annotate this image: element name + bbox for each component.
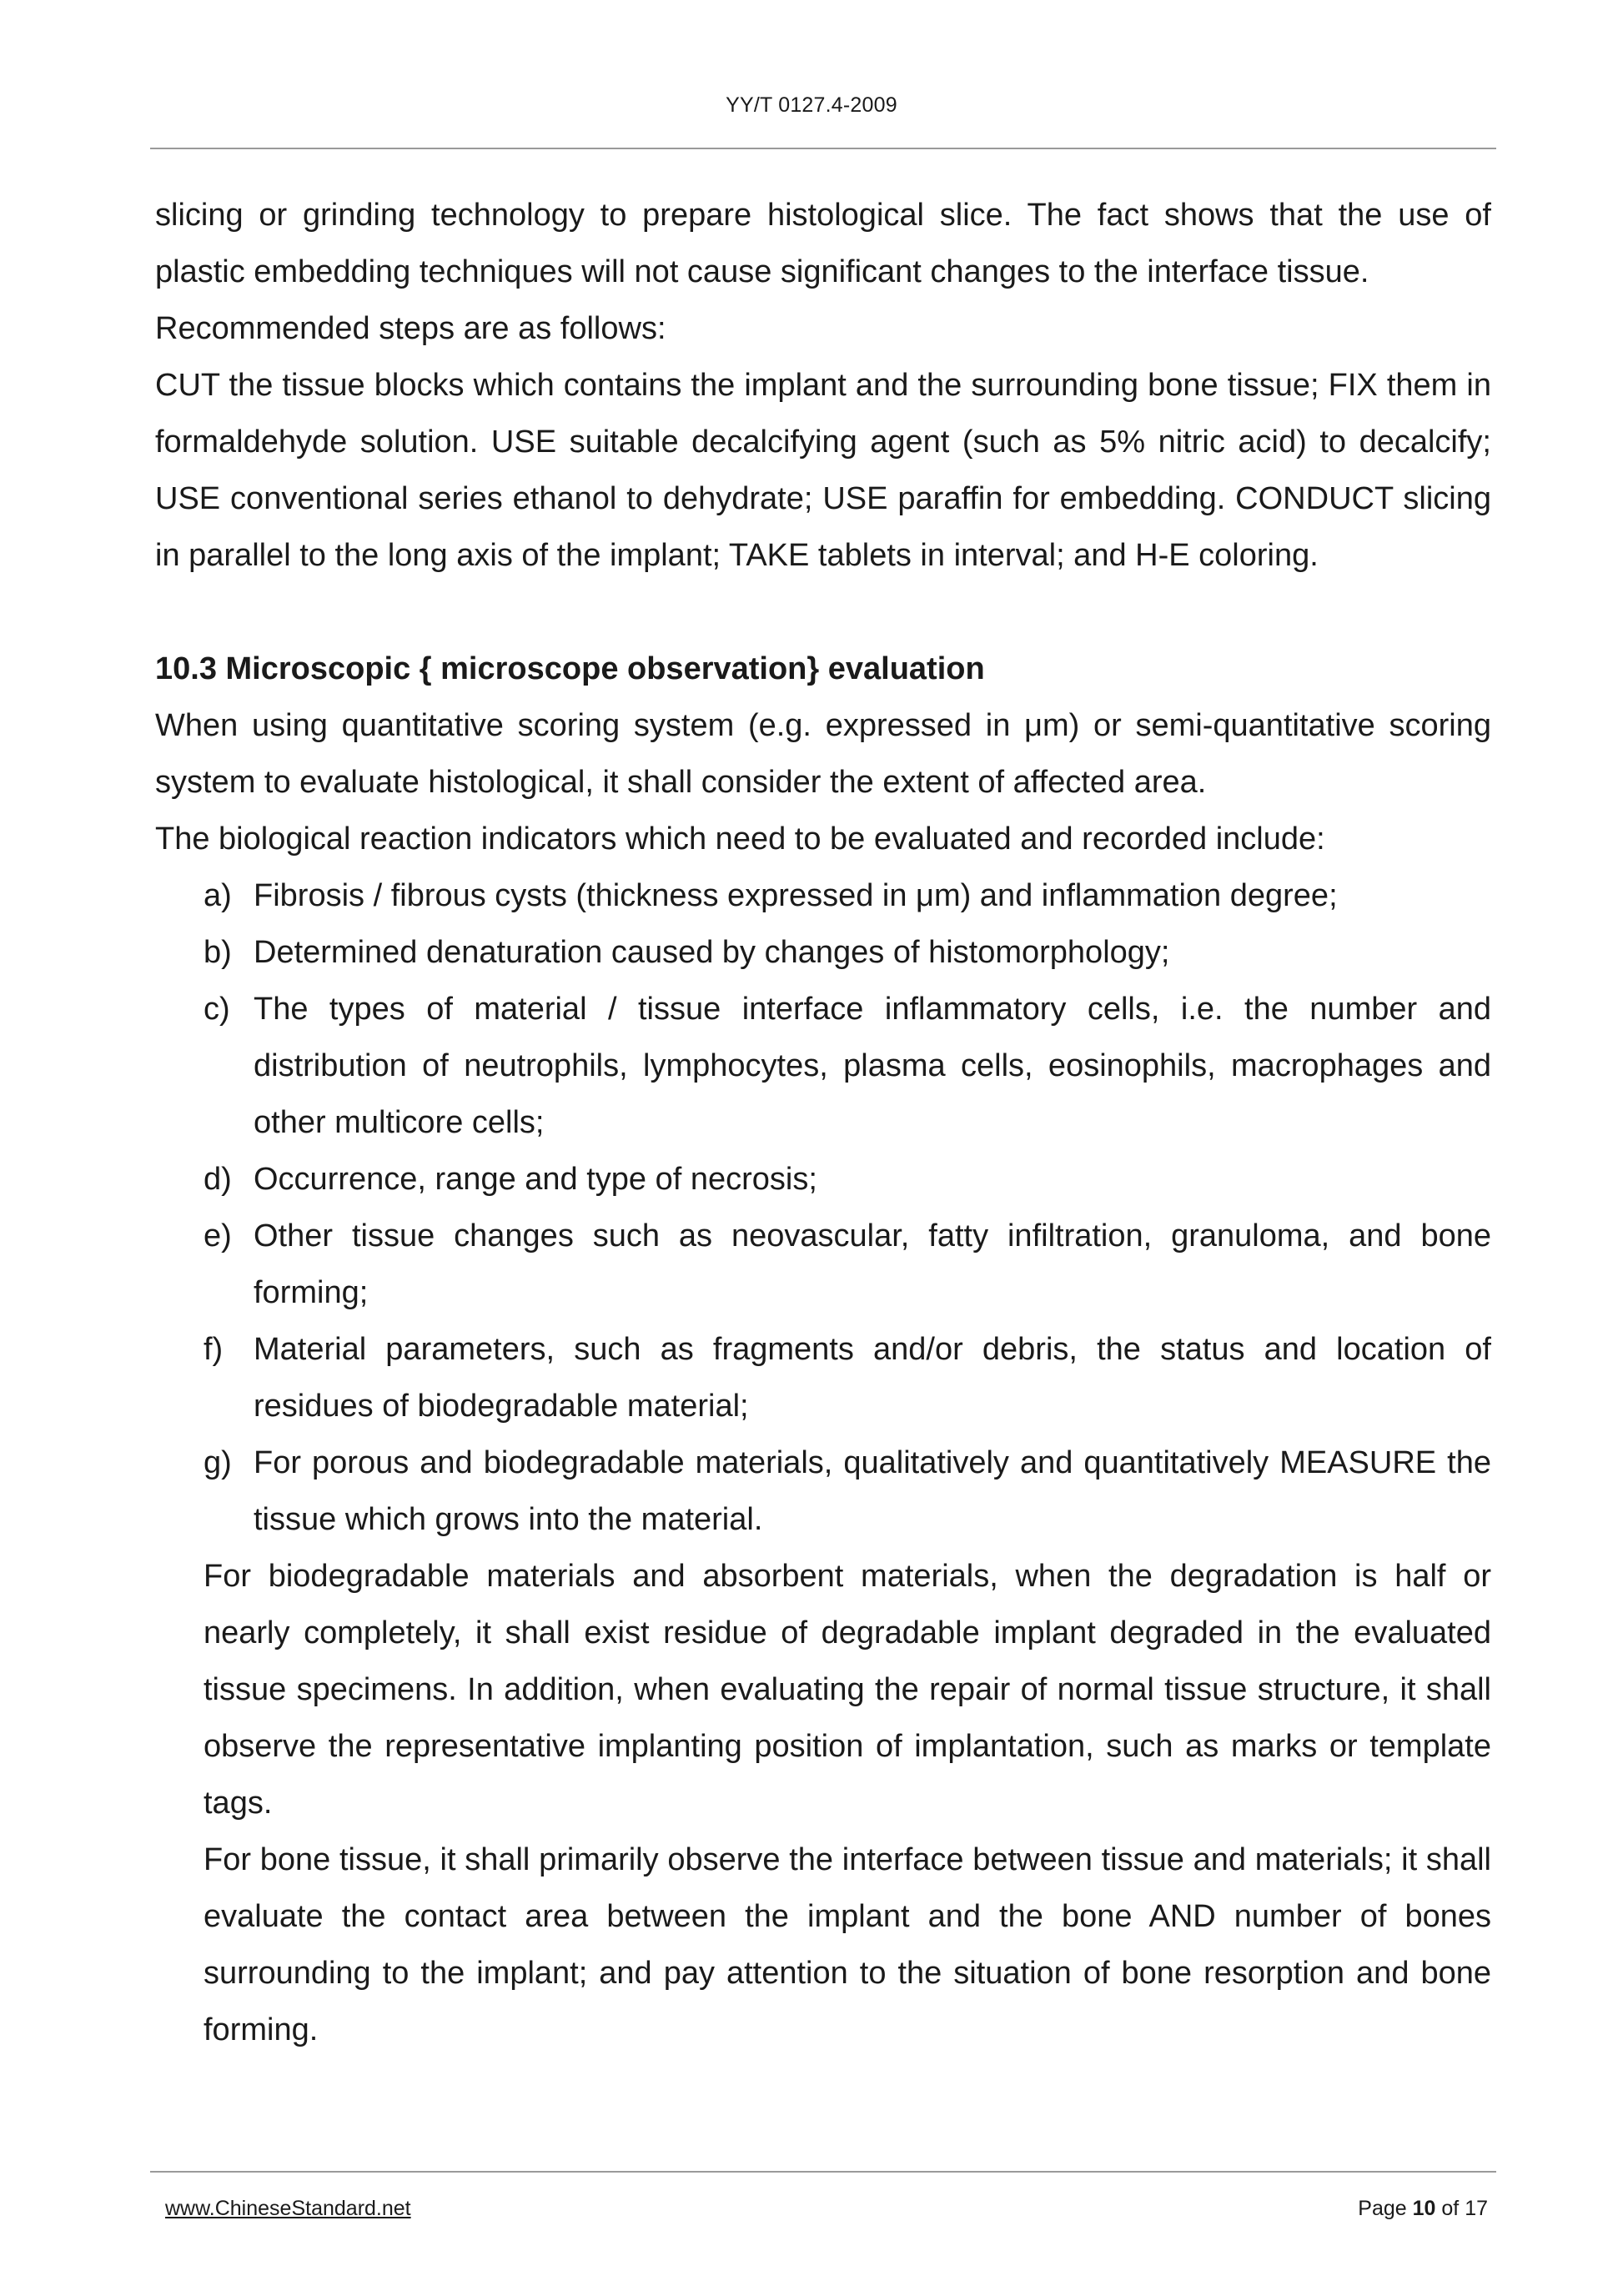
list-item-marker: f): [204, 1332, 224, 1367]
list-item-text: Occurrence, range and type of necrosis;: [254, 1162, 817, 1197]
list-item-marker: d): [204, 1162, 232, 1197]
list-item: [155, 981, 1491, 1151]
list-item-marker: a): [204, 878, 232, 913]
list-item-marker: b): [204, 935, 232, 970]
list-item-text: Fibrosis / fibrous cysts (thickness expressed in μm) and inflammation degree;: [254, 878, 1338, 913]
section-heading: 10.3 Microscopic { microscope observation} evaluation: [155, 651, 985, 686]
intro-paragraph-1: slicing or grinding technology to prepare histological slice. The fact shows that the use of plastic embedding techniques will not cause significant changes to the interface tissue.: [155, 198, 1491, 289]
section-paragraph-2: The biological reaction indicators which need to be evaluated and recorded include:: [155, 821, 1325, 857]
website-link[interactable]: www.ChineseStandard.net: [165, 2197, 411, 2220]
page-current: 10: [1412, 2197, 1436, 2220]
section-spacer: [155, 584, 1491, 641]
closing-paragraph-1: For biodegradable materials and absorbent materials, when the degradation is half or nearly completely, it shall exist residue of degradable implant degraded in the evaluated tissue specimens. In addition, when evaluating the repair of normal tissue structure, it shall observe the representative implanting position of implantation, such as marks or template tags.: [204, 1559, 1491, 1821]
list-item-text: The types of material / tissue interface inflammatory cells, i.e. the number and distribution of neutrophils, lymphocytes, plasma cells, eosinophils, macrophages and other multicore cells;: [254, 992, 1491, 1140]
page-of: of: [1441, 2197, 1460, 2220]
page-prefix: Page: [1358, 2197, 1407, 2220]
list-item-text: Other tissue changes such as neovascular, fatty infiltration, granuloma, and bone forming;: [254, 1218, 1491, 1310]
footer-divider: [150, 2171, 1496, 2173]
list-item: [155, 1208, 1491, 1321]
list-item: [155, 1151, 1491, 1208]
list-item: [155, 1321, 1491, 1434]
header-divider: [150, 148, 1496, 149]
list-item: [155, 1434, 1491, 1548]
intro-paragraph-3: CUT the tissue blocks which contains the implant and the surrounding bone tissue; FIX them in formaldehyde solution. USE suitable decalcifying agent (such as 5% nitric acid) to decalcify; USE conventional series ethanol to dehydrate; USE paraffin for embedding. CONDUCT slicing in parallel to the long axis of the implant; TAKE tablets in interval; and H-E coloring.: [155, 368, 1491, 573]
list-item-text: Determined denaturation caused by changes of histomorphology;: [254, 935, 1170, 970]
list-item: [155, 924, 1491, 981]
intro-paragraph-2: Recommended steps are as follows:: [155, 311, 666, 346]
list-item-text: For porous and biodegradable materials, qualitatively and quantitatively MEASURE the tissue which grows into the material.: [254, 1445, 1491, 1537]
indicator-list: [155, 867, 1491, 1548]
list-item-text: Material parameters, such as fragments and/or debris, the status and location of residues of biodegradable material;: [254, 1332, 1491, 1424]
list-item: [155, 867, 1491, 924]
page-number: [1358, 2197, 1488, 2221]
closing-paragraph-2: For bone tissue, it shall primarily observe the interface between tissue and materials; it shall evaluate the contact area between the implant and the bone AND number of bones surrounding to the implant; and pay attention to the situation of bone resorption and bone forming.: [204, 1842, 1491, 2047]
section-paragraph-1: When using quantitative scoring system (e.g. expressed in μm) or semi-quantitative scoring system to evaluate histological, it shall consider the extent of affected area.: [155, 708, 1491, 800]
document-body: [155, 187, 1491, 2058]
list-item-marker: e): [204, 1218, 232, 1254]
document-header: YY/T 0127.4-2009: [726, 93, 897, 117]
list-item-marker: c): [204, 992, 230, 1027]
list-item-marker: g): [204, 1445, 232, 1480]
page-total: 17: [1465, 2197, 1488, 2220]
